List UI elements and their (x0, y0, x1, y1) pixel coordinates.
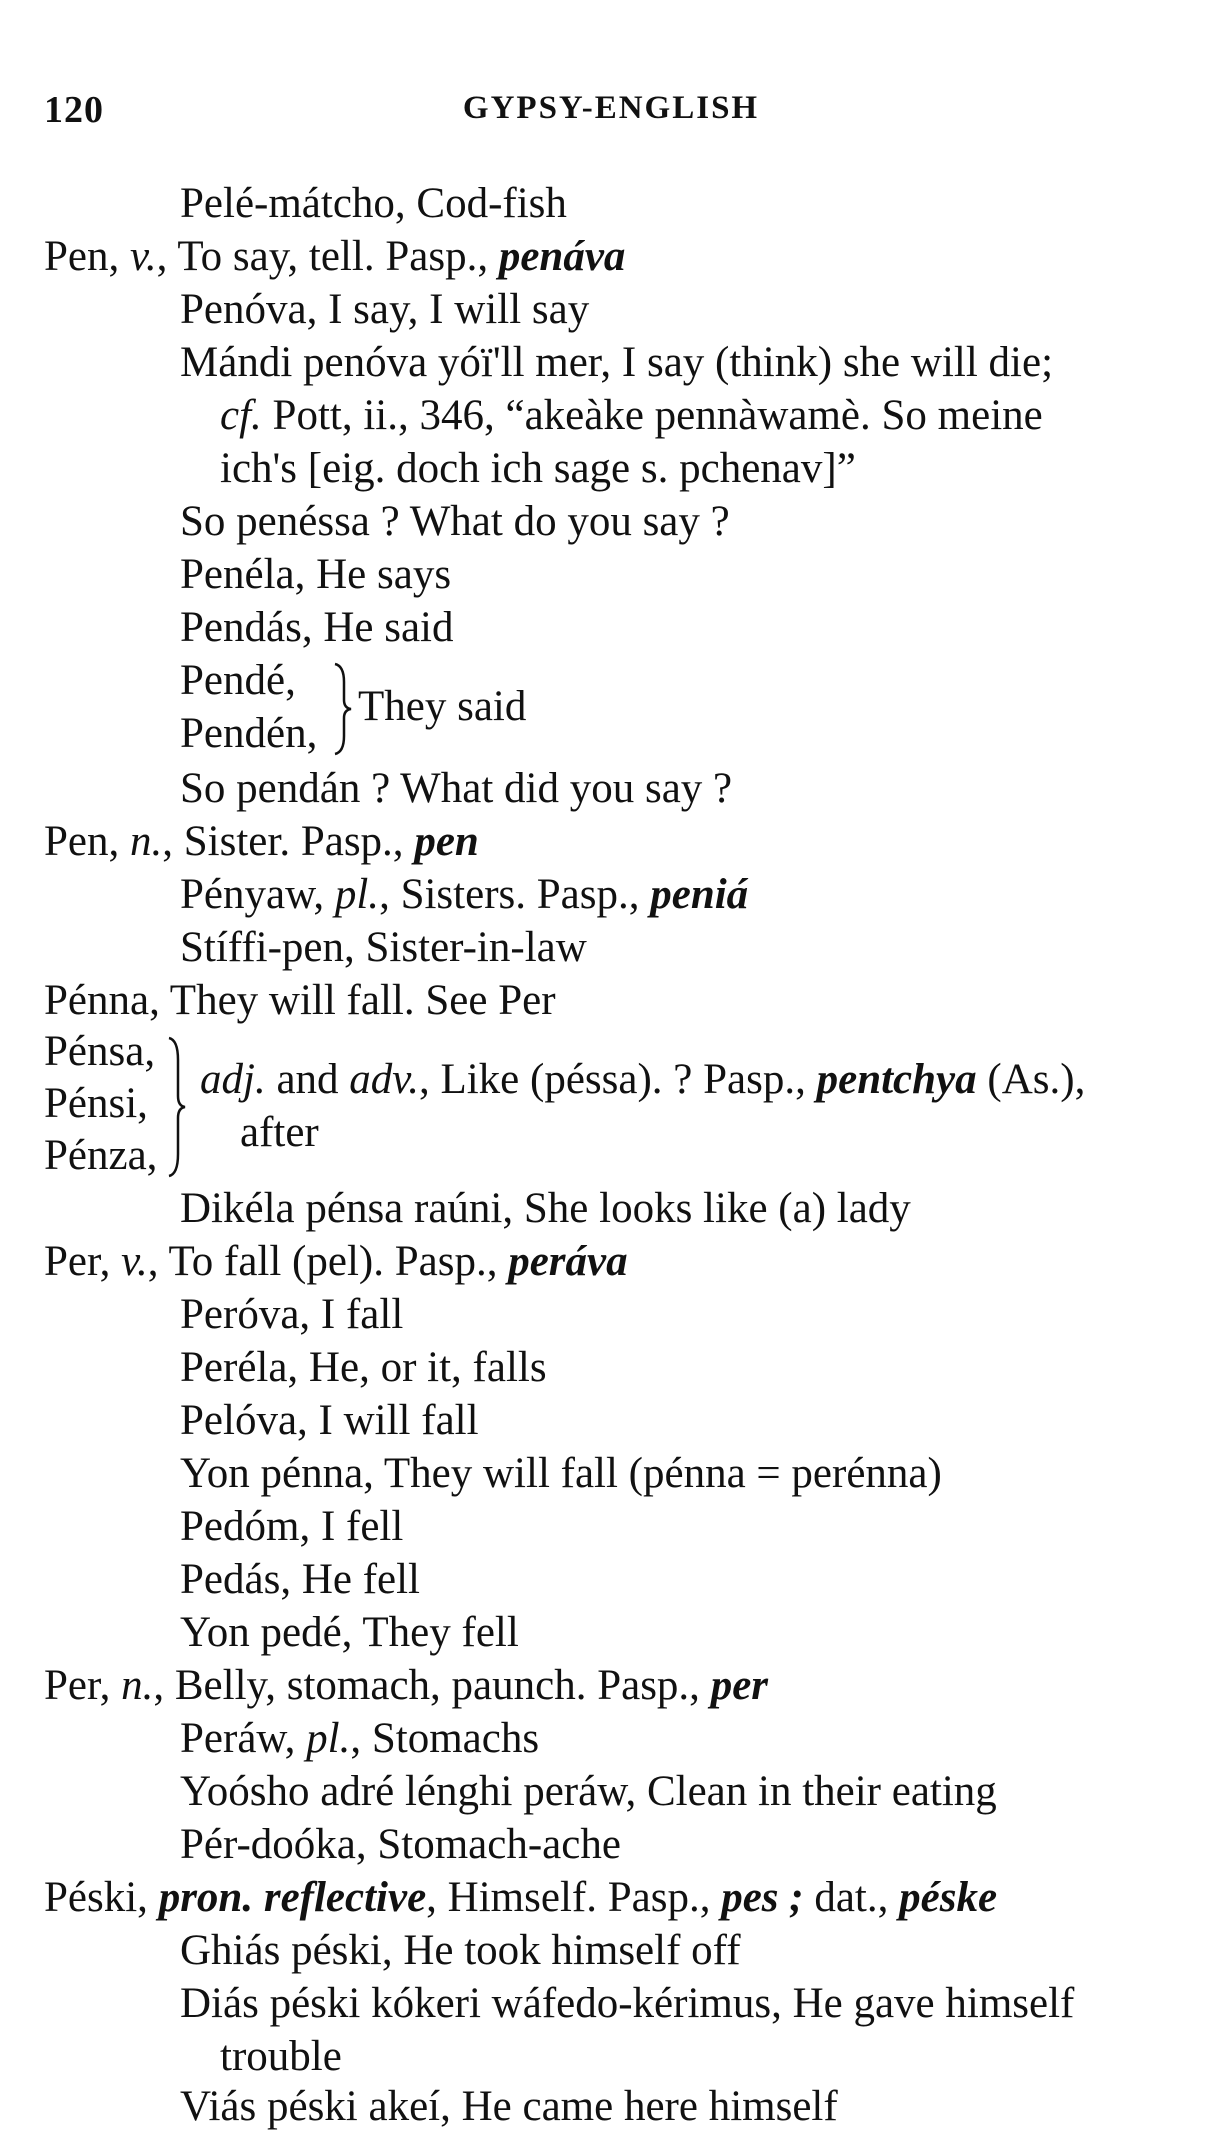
brace-word: Pénsi, (44, 1080, 148, 1127)
brace-definition-cont: after (240, 1109, 319, 1156)
brace-text: They said (358, 683, 527, 730)
entry-line: Pendás, He said (180, 604, 454, 651)
entry-line: Yoósho adré lénghi peráw, Clean in their eating (180, 1768, 997, 1815)
entry-line: Penéla, He says (180, 551, 452, 598)
entry-line: Viás péski akeí, He came here himself (180, 2083, 838, 2130)
right-brace-icon (332, 662, 354, 756)
headword-line: Pénna, They will fall. See Per (44, 977, 556, 1024)
entry-line: Peréla, He, or it, falls (180, 1344, 547, 1391)
page-header (0, 88, 1222, 138)
brace-definition: adj. and adv., Like (péssa). ? Pasp., pentchya (As.), (200, 1056, 1086, 1103)
headword-line: Pen, v., To say, tell. Pasp., penáva (44, 233, 626, 280)
headword-line: Péski, pron. reflective, Himself. Pasp., pes ; dat., péske (44, 1874, 998, 1921)
entry-line: Pényaw, pl., Sisters. Pasp., peniá (180, 871, 749, 918)
entry-line: So pendán ? What did you say ? (180, 765, 733, 812)
entry-line: Yon pénna, They will fall (pénna = perénna) (180, 1450, 942, 1497)
entry-line: cf. Pott, ii., 346, “akeàke pennàwamè. So meine (220, 392, 1043, 439)
brace-word: Pendé, (180, 657, 296, 704)
entry-line: Peráw, pl., Stomachs (180, 1715, 540, 1762)
entry-line: Diás péski kókeri wáfedo-kérimus, He gave himself (180, 1980, 1075, 2027)
headword-line: Per, n., Belly, stomach, paunch. Pasp., per (44, 1662, 769, 1709)
page-number: 120 (44, 89, 104, 131)
running-head: GYPSY-ENGLISH (462, 90, 760, 126)
headword-line: Per, v., To fall (pel). Pasp., peráva (44, 1238, 628, 1285)
right-brace-icon (166, 1036, 188, 1178)
entry-line: Pér-doóka, Stomach-ache (180, 1821, 621, 1868)
entry-line: Pelóva, I will fall (180, 1397, 479, 1444)
entry-line: Pelé-mátcho, Cod-fish (180, 180, 567, 227)
brace-word: Pendén, (180, 710, 318, 757)
brace-word: Pénsa, (44, 1028, 156, 1075)
entry-line: Ghiás péski, He took himself off (180, 1927, 741, 1974)
entry-line: Stíffi-pen, Sister-in-law (180, 924, 587, 971)
entry-line: ich's [eig. doch ich sage s. pchenav]” (220, 445, 856, 492)
entry-line: Pedóm, I fell (180, 1503, 404, 1550)
entry-line: Penóva, I say, I will say (180, 286, 590, 333)
brace-word: Pénza, (44, 1132, 158, 1179)
entry-line: Mándi penóva yóï'll mer, I say (think) she will die; (180, 339, 1054, 386)
entry-line: Pedás, He fell (180, 1556, 421, 1603)
entry-line: Dikéla pénsa raúni, She looks like (a) lady (180, 1185, 911, 1232)
entry-line: trouble (220, 2033, 342, 2080)
entry-line: Peróva, I fall (180, 1291, 404, 1338)
entry-line: Yon pedé, They fell (180, 1609, 519, 1656)
entry-line: So penéssa ? What do you say ? (180, 498, 730, 545)
headword-line: Pen, n., Sister. Pasp., pen (44, 818, 479, 865)
